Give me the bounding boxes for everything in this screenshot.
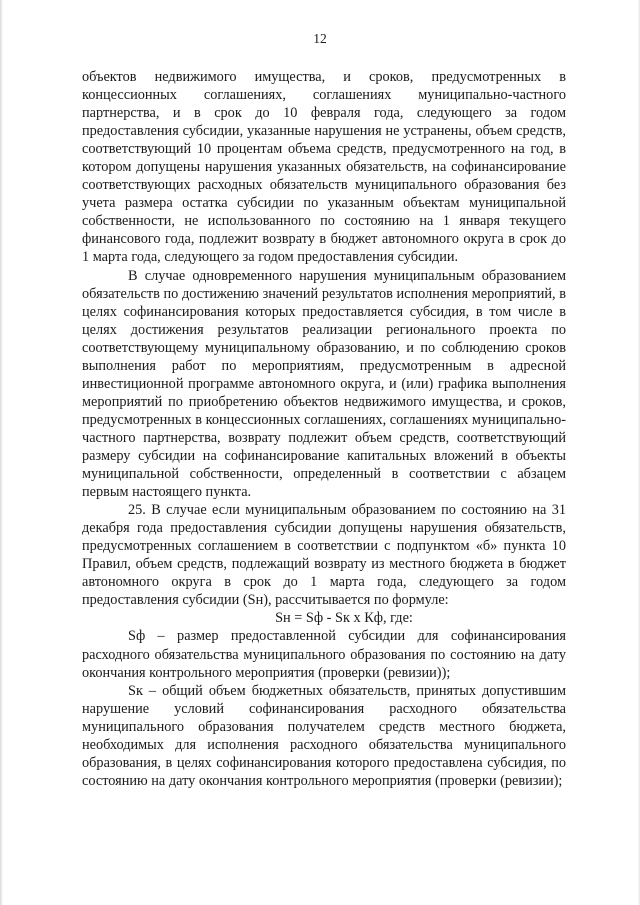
- paragraph-sf-definition: Sф – размер предоставленной субсидии для софинансирования расходного обязательства муниципального образования по состоянию на дату окончания контрольного мероприятия (проверки (ревизии));: [82, 628, 566, 681]
- paragraph-clause-25: 25. В случае если муниципальным образованием по состоянию на 31 декабря года предоставления субсидии допущены нарушения обязательств, предусмотренных соглашением в соответствии с подпунктом «б» пункта 10 Правил, объем средств, подлежащий возврату из местного бюджета в бюджет автономного округа в срок до 1 марта года, следующего за годом предоставления субсидии (Sн), рассчитывается по формуле:: [82, 502, 566, 609]
- paragraph-continuation: объектов недвижимого имущества, и сроков, предусмотренных в концессионных соглашениях, соглашениях муниципально-частного партнерства, и в срок до 10 февраля года, следующего за годом предоставления субсидии, указанные нарушения не устранены, объем средств, соответствующий 10 процентам объема средств, предусмотренного на год, в котором допущены нарушения указанных обязательств, на софинансирование соответствующих расходных обязательств муниципального образования без учета размера остатка субсидии по указанным объектам муниципальной собственности, не использованного по состоянию на 1 января текущего финансового года, подлежит возврату в бюджет автономного округа в срок до 1 марта года, следующего за годом предоставления субсидии.: [82, 69, 566, 266]
- paragraph-simultaneous-violation: В случае одновременного нарушения муниципальным образованием обязательств по достижению значений результатов исполнения мероприятий, в целях софинансирования которых предоставляется субсидия, в том числе в целях достижения результатов реализации регионального проекта по соответствующему муниципальному образованию, и по соблюдению сроков выполнения работ по мероприятиям, предусмотренным в адресной инвестиционной программе автономного округа, и (или) графика выполнения мероприятий по приобретению объектов недвижимого имущества, и сроков, предусмотренных в концессионных соглашениях, соглашениях муниципально-частного партнерства, возврату подлежит объем средств, соответствующий размеру субсидии на софинансирование капитальных вложений в объекты муниципальной собственности, определенный в соответствии с абзацем первым настоящего пункта.: [82, 267, 566, 501]
- paragraph-sk-definition: Sк – общий объем бюджетных обязательств, принятых допустившим нарушение условий софинансирования расходного обязательства муниципального образования получателем средств местного бюджета, необходимых для исполнения расходного обязательства муниципального образования, в целях софинансирования которого предоставлена субсидия, по состоянию на дату окончания контрольного мероприятия (проверки (ревизии);: [82, 682, 566, 789]
- scan-edge-left: [0, 0, 3, 905]
- document-body: [82, 68, 566, 790]
- formula: Sн = Sф - Sк х Кф, где:: [275, 610, 413, 627]
- page-number: 12: [313, 31, 327, 46]
